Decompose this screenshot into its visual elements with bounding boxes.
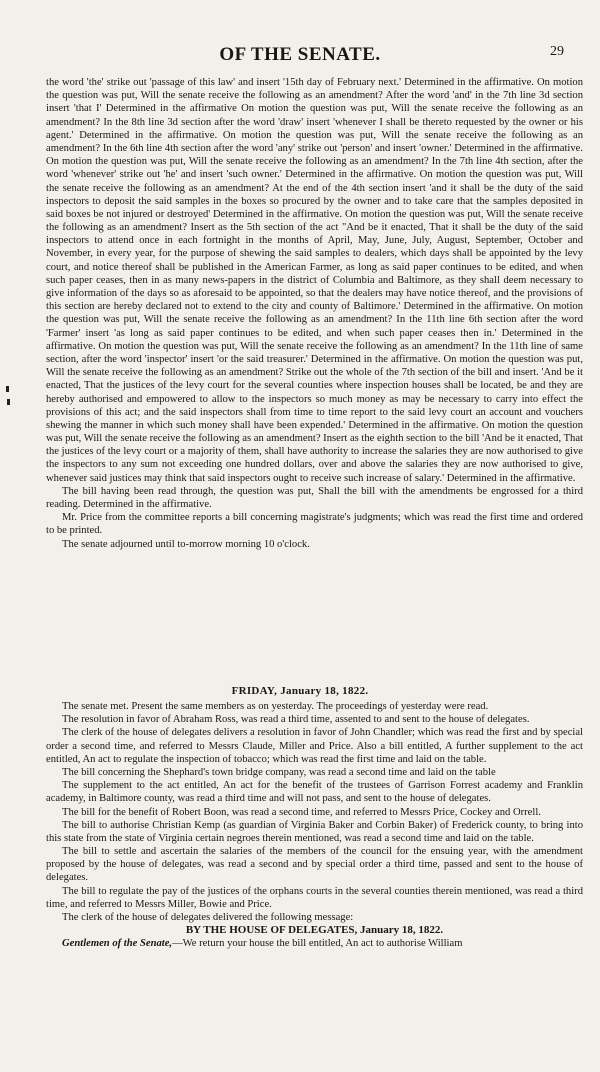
paragraph: The senate adjourned until to-morrow morning 10 o'clock. [62,538,310,550]
page-header [0,44,600,68]
scan-speck [7,399,10,405]
paragraph: The bill for the benefit of Robert Boon, was read a second time, and referred to Messrs Price, Cockey and Orrell. [62,806,541,818]
paragraph: the word 'the' strike out 'passage of this law' and insert '15th day of February next.' Determined in the affirmative. On motion the question was put, Will the senate receive the following as an amendment? After the word 'and' in the 7th line 3d section insert 'that I' Determined in the affirmative On motion the question was put, Will the senate receive the following as an amendment? In the 8th line 3d section after the word 'draw' insert 'whenever I shall be thereto requested by the owner or his agent.' Determined in the affirmative. On motion the question was put, Will the senate receive the following as an amendment? In the 6th line 4th section after the word 'any' strike out 'person' and insert 'owner.' Determined in the affirmative. On motion the question was put, Will the senate receive the following as an amendment? In the 7th line 4th section, after the word 'whenever' strike out 'he' and insert 'such owner.' Determined in the affirmative. On motion the question was put, Will the senate receive the following as an amendment? At the end of the 4th section insert 'and it shall be the duty of the said inspectors to deposit the said samples in the boxes so procured by the owner and to take care that the samples deposited in said boxes be not injured or destroyed' Determined in the affirmative. On motion the question was put, Will the senate receive the following as an amendment? Insert as the 5th section of the act "And be it enacted, That it shall be the duty of the said inspectors to attend once in each fortnight in the months of April, May, June, July, August, September, October and November, in every year, for the purpose of shewing the said samples to dealers, which days shall be appointed by the levy court, and notice thereof shall be published in the American Farmer, as long as said paper continues to be edited, and when such paper ceases, then in as many news-papers in the district of Columbia and Baltimore, as they shall deem necessary to give information of the days so as aforesaid to be appointed, so that the dealers may have notice thereof, and the provisions of this section are hereby declared not to extend to the city and county of Baltimore.' Determined in the affirmative. On motion the question was put, Will the senate receive the following as an amendment? In the 11th line 6th section after the word 'Farmer' insert 'as long as said paper continues to be edited, and when such paper ceases then in.' Determined in the affirmative. On motion the question was put, Will the senate receive the following as an amendment? In the 11th line of same section, after the word 'inspector' insert 'or the said treasurer.' Determined in the affirmative. On motion the question was put, Will the senate receive the following as an amendment? Strike out the whole of the 7th section of the bill and insert. 'And be it enacted, That the justices of the levy court for the several counties where inspection houses shall be located, be and they are hereby authorised and empowered to allow to the inspectors so much money as may be necessary to carry into effect the provisions of this act; and the said inspectors shall from time to time report to the said levy court an account and vouchers shewing the manner in which such money shall have been expended.' Determined in the affirmative. On motion the question was put, Will the senate receive the following as an amendment? Insert as the eighth section to the bill 'And be it enacted, That the justices of the levy court or a majority of them, shall have authority to increase the salaries they are now authorised to give the inspectors to any sum not exceeding one hundred dollars, over and above the salaries they are now authorised to give, whenever said justices may think that said inspectors ought to receive such increase of salary.' Determined in the affirmative. [46,77,583,484]
paragraph: The bill having been read through, the question was put, Shall the bill with the amendments be engrossed for a third reading. Determined in the affirmative. [46,485,583,510]
page-number: 29 [550,44,564,59]
body-text-thursday [46,76,583,551]
paragraph: The resolution in favor of Abraham Ross, was read a third time, assented to and sent to the house of delegates. [62,714,530,726]
message-heading: BY THE HOUSE OF DELEGATES, January 18, 1822. [185,924,444,937]
paragraph: The bill to regulate the pay of the justices of the orphans courts in the several counties therein mentioned, was read a third time, and referred to Messrs Miller, Bowie and Price. [46,885,583,910]
salutation-text: —We return your house the bill entitled, An act to authorise William [172,938,463,950]
paragraph: The supplement to the act entitled, An act for the benefit of the trustees of Garrison Forrest academy and Franklin academy, in Baltimore county, was read a third time and will not pass, and sent to the house of delegates. [46,780,583,805]
paragraph: The bill to settle and ascertain the salaries of the members of the council for the ensuing year, with the amendment proposed by the house of delegates, was read a second and by special order a third time, passed and sent to the house of delegates. [46,846,583,884]
body-text-friday [46,700,583,951]
salutation [46,937,583,950]
running-title: OF THE SENATE. [219,44,381,65]
paragraph: The clerk of the house of delegates delivered the following message: [62,912,354,923]
paragraph: The bill concerning the Shephard's town bridge company, was read a second time and laid on the table [62,766,496,778]
day-heading: FRIDAY, January 18, 1822. [231,685,369,697]
salutation-lead: Gentlemen of the Senate, [62,938,173,950]
paragraph: The senate met. Present the same members as on yesterday. The proceedings of yesterday were read. [62,701,489,712]
paragraph: The bill to authorise Christian Kemp (as guardian of Virginia Baker and Corbin Baker) of Frederick county, to bring into this state from the state of Virginia certain negroes therein mentioned, was read a second time and laid on the table. [46,819,583,844]
paragraph: Mr. Price from the committee reports a bill concerning magistrate's judgments; which was read the first time and ordered to be printed. [46,512,583,537]
paragraph: The clerk of the house of delegates delivers a resolution in favor of John Chandler; which was read the first and by special order a second time, and referred to Messrs Claude, Miller and Price. Also a bill entitled, A further supplement to the act entitled, An act to regulate the inspection of tobacco; which was read the first time and laid on the table. [46,727,583,765]
scan-speck [6,386,9,392]
